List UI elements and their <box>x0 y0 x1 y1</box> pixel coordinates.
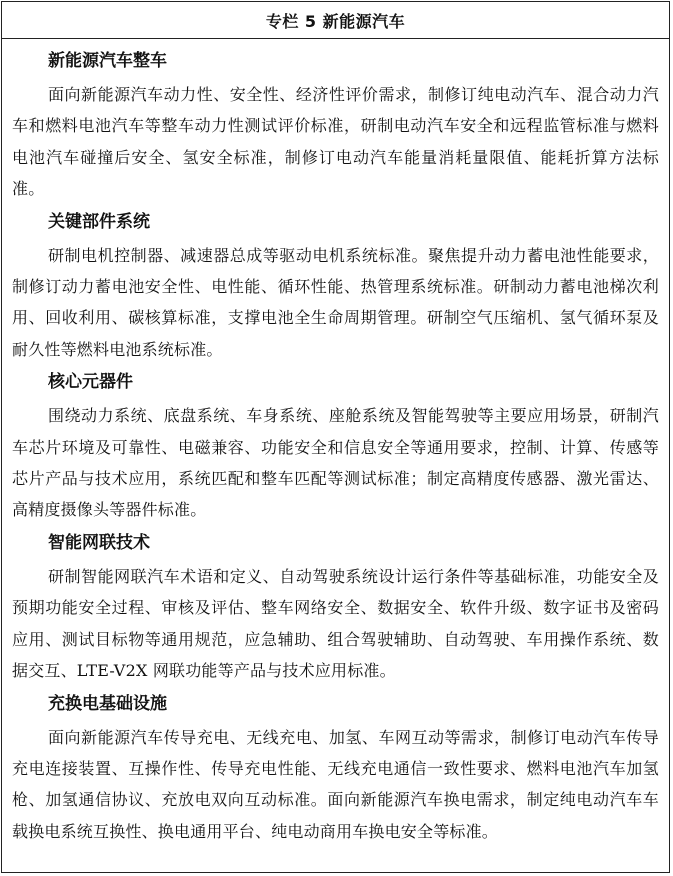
section-body: 研制电机控制器、减速器总成等驱动电机系统标准。聚焦提升动力蓄电池性能要求，制修订动力蓄电池安全性、电性能、循环性能、热管理系统标准。研制动力蓄电池梯次利用、回收利用、碳核算标准，支撑电池全生命周期管理。研制空气压缩机、氢气循环泵及耐久性等燃料电池系统标准。 <box>12 245 659 359</box>
section-body: 面向新能源汽车动力性、安全性、经济性评价需求，制修订纯电动汽车、混合动力汽车和燃料电池汽车等整车动力性测试评价标准，研制电动汽车安全和远程监管标准与燃料电池汽车碰撞后安全、氢安全标准，制修订电动汽车能量消耗量限值、能耗折算方法标准。 <box>12 85 659 199</box>
section-heading: 充换电基础设施 <box>48 693 167 714</box>
section-key-components <box>12 208 659 366</box>
box-title: 专栏 5 新能源汽车 <box>265 11 406 31</box>
section-core-devices <box>12 368 659 526</box>
box-title-row <box>2 2 669 39</box>
section-body: 面向新能源汽车传导充电、无线充电、加氢、车网互动等需求，制修订电动汽车传导充电连接装置、互操作性、传导充电性能、无线充电通信一致性要求、燃料电池汽车加氢枪、加氢通信协议、充放电双向互动标准。面向新能源汽车换电需求，制定纯电动汽车车载换电系统互换性、换电通用平台、纯电动商用车换电安全等标准。 <box>12 727 659 841</box>
section-heading: 新能源汽车整车 <box>48 51 167 71</box>
box-content <box>2 39 669 847</box>
section-heading: 关键部件系统 <box>48 211 150 232</box>
section-charging-infra <box>12 690 659 848</box>
section-heading: 核心元器件 <box>48 372 133 393</box>
feature-box <box>1 1 670 873</box>
section-body: 围绕动力系统、底盘系统、车身系统、座舱系统及智能驾驶等主要应用场景，研制汽车芯片环境及可靠性、电磁兼容、功能安全和信息安全等通用要求，控制、计算、传感等芯片产品与技术应用，系统匹配和整车匹配等测试标准；制定高精度传感器、激光雷达、高精度摄像头等器件标准。 <box>12 406 659 520</box>
section-heading: 智能网联技术 <box>48 532 150 553</box>
section-vehicle <box>12 47 659 205</box>
section-connected-tech <box>12 529 659 687</box>
section-body: 研制智能网联汽车术语和定义、自动驾驶系统设计运行条件等基础标准，功能安全及预期功能安全过程、审核及评估、整车网络安全、数据安全、软件升级、数字证书及密码应用、测试目标物等通用规范，应急辅助、组合驾驶辅助、自动驾驶、车用操作系统、数据交互、LTE-V2X 网联功能等产品与技术应用标准。 <box>12 566 659 681</box>
